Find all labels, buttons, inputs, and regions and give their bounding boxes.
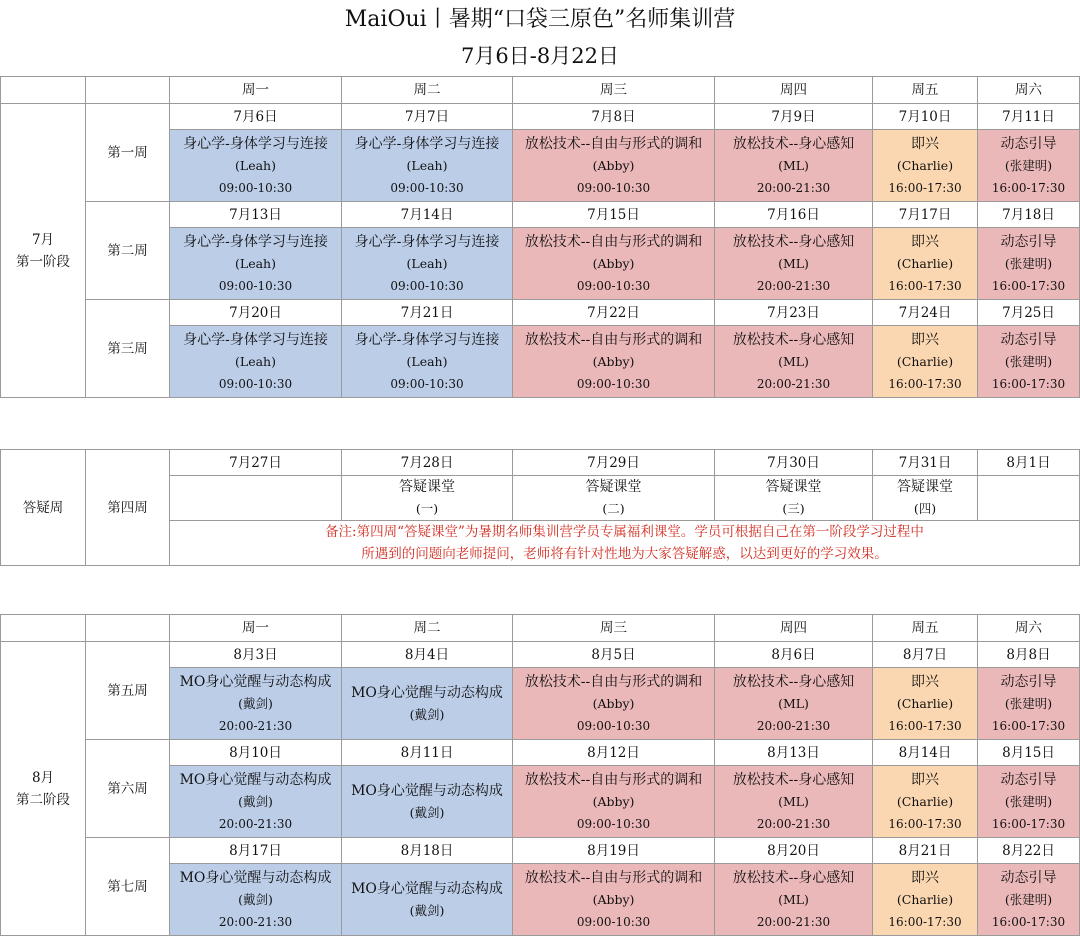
class-name: 身心学-身体学习与连接 xyxy=(354,331,500,348)
date-cell: 7月9日 xyxy=(715,104,873,130)
page-title: MaiOui丨暑期“口袋三原色”名师集训营 xyxy=(344,7,736,32)
weekday-header: 周六 xyxy=(978,615,1080,642)
class-cell xyxy=(715,766,873,838)
class-teacher: (Abby) xyxy=(592,157,635,173)
date-cell: 7月16日 xyxy=(715,202,873,228)
class-name: 放松技术--身心感知 xyxy=(732,869,855,886)
class-name: 即兴 xyxy=(911,331,939,348)
class-cell xyxy=(715,668,873,740)
class-teacher: (Abby) xyxy=(592,793,635,809)
date-cell: 7月30日 xyxy=(715,450,873,476)
weekday-header: 周二 xyxy=(342,77,513,104)
class-teacher: (Charlie) xyxy=(896,353,954,369)
class-teacher: (Leah) xyxy=(406,157,448,173)
class-teacher: (ML) xyxy=(778,255,809,271)
class-teacher: (Charlie) xyxy=(896,695,954,711)
qa-session-name: 答疑课堂 xyxy=(897,479,953,495)
class-name: 放松技术--自由与形式的调和 xyxy=(524,233,703,250)
class-time: 16:00-17:30 xyxy=(888,376,962,391)
class-time: 20:00-21:30 xyxy=(218,914,293,929)
date-cell: 8月1日 xyxy=(978,450,1080,476)
class-cell xyxy=(513,864,715,936)
class-teacher: (Leah) xyxy=(235,353,276,369)
class-name: 放松技术--自由与形式的调和 xyxy=(524,771,703,788)
qa-session-num: (二) xyxy=(602,501,625,516)
date-cell: 8月4日 xyxy=(342,642,513,668)
weekday-header: 周二 xyxy=(342,615,513,642)
date-cell: 8月15日 xyxy=(978,740,1080,766)
class-name: 动态引导 xyxy=(1000,135,1057,152)
class-cell xyxy=(873,228,978,300)
class-time: 20:00-21:30 xyxy=(756,816,831,831)
class-cell xyxy=(873,130,978,202)
date-cell: 7月27日 xyxy=(170,450,342,476)
date-cell: 7月23日 xyxy=(715,300,873,326)
class-name: 动态引导 xyxy=(1000,869,1057,886)
class-cell xyxy=(342,668,513,740)
qa-session-cell xyxy=(342,476,513,521)
qa-session-cell xyxy=(513,476,715,521)
class-cell xyxy=(978,130,1080,202)
date-cell: 8月11日 xyxy=(342,740,513,766)
class-teacher: (Leah) xyxy=(406,255,448,271)
stage-name: 第二阶段 xyxy=(16,791,70,808)
class-time: 20:00-21:30 xyxy=(218,816,293,831)
class-teacher: (张建明) xyxy=(1004,891,1053,907)
qa-session-num: (三) xyxy=(782,501,805,516)
class-cell xyxy=(342,864,513,936)
class-name: 即兴 xyxy=(911,771,939,788)
class-teacher: (ML) xyxy=(778,793,809,809)
class-teacher: (ML) xyxy=(778,353,809,369)
date-cell: 8月12日 xyxy=(513,740,715,766)
class-teacher: (Charlie) xyxy=(896,793,954,809)
class-name: 放松技术--身心感知 xyxy=(732,331,855,348)
class-cell xyxy=(978,326,1080,398)
class-name: 身心学-身体学习与连接 xyxy=(354,233,500,250)
date-cell: 8月18日 xyxy=(342,838,513,864)
date-cell: 7月10日 xyxy=(873,104,978,130)
qa-week-label: 答疑周 xyxy=(1,450,86,566)
qa-session-cell xyxy=(978,476,1080,521)
class-name: 身心学-身体学习与连接 xyxy=(354,135,500,152)
class-name: 即兴 xyxy=(911,673,939,690)
class-time: 16:00-17:30 xyxy=(888,278,962,293)
class-cell xyxy=(715,228,873,300)
class-time: 16:00-17:30 xyxy=(991,914,1066,929)
date-cell: 7月18日 xyxy=(978,202,1080,228)
class-cell xyxy=(342,766,513,838)
class-cell xyxy=(513,326,715,398)
stage-label xyxy=(1,642,86,936)
class-name: 放松技术--身心感知 xyxy=(732,673,855,690)
class-teacher: (Abby) xyxy=(592,255,635,271)
date-cell: 8月14日 xyxy=(873,740,978,766)
class-time: 09:00-10:30 xyxy=(576,914,651,929)
class-cell xyxy=(978,766,1080,838)
class-teacher: (ML) xyxy=(778,891,809,907)
class-time: 16:00-17:30 xyxy=(888,180,962,195)
corner-cell xyxy=(1,615,86,642)
class-time: 20:00-21:30 xyxy=(756,180,831,195)
class-name: 放松技术--自由与形式的调和 xyxy=(524,331,703,348)
class-name: 身心学-身体学习与连接 xyxy=(183,135,328,152)
weekday-header: 周五 xyxy=(873,77,978,104)
class-cell xyxy=(978,864,1080,936)
date-cell: 7月8日 xyxy=(513,104,715,130)
class-time: 16:00-17:30 xyxy=(991,718,1066,733)
stage-month: 7月 xyxy=(31,231,55,248)
class-teacher: (张建明) xyxy=(1004,793,1053,809)
class-name: MO身心觉醒与动态构成 xyxy=(179,771,332,788)
date-cell: 8月22日 xyxy=(978,838,1080,864)
class-name: 动态引导 xyxy=(1000,673,1057,690)
class-teacher: (ML) xyxy=(778,695,809,711)
class-teacher: (Charlie) xyxy=(896,891,954,907)
class-teacher: (张建明) xyxy=(1004,353,1053,369)
class-cell xyxy=(170,864,342,936)
week-name: 第六周 xyxy=(86,740,170,838)
date-cell: 8月7日 xyxy=(873,642,978,668)
class-time: 20:00-21:30 xyxy=(756,278,831,293)
week-name: 第五周 xyxy=(86,642,170,740)
class-time: 20:00-21:30 xyxy=(756,718,831,733)
qa-session-num: (四) xyxy=(913,501,937,516)
class-name: 放松技术--自由与形式的调和 xyxy=(524,869,703,886)
class-name: MO身心觉醒与动态构成 xyxy=(351,782,503,799)
week-name: 第三周 xyxy=(86,300,170,398)
weekday-header: 周一 xyxy=(170,615,342,642)
class-cell xyxy=(513,766,715,838)
class-name: 动态引导 xyxy=(1000,771,1057,788)
stage-month: 8月 xyxy=(31,769,55,786)
class-cell xyxy=(873,864,978,936)
class-cell xyxy=(342,326,513,398)
class-time: 09:00-10:30 xyxy=(576,278,651,293)
class-cell xyxy=(170,668,342,740)
class-teacher: (Charlie) xyxy=(896,255,954,271)
date-cell: 7月29日 xyxy=(513,450,715,476)
class-teacher: (ML) xyxy=(778,157,809,173)
class-teacher: (Charlie) xyxy=(896,157,954,173)
qa-session-name: 答疑课堂 xyxy=(765,479,822,495)
class-teacher: (Leah) xyxy=(406,353,448,369)
qa-session-name: 答疑课堂 xyxy=(399,479,455,495)
date-cell: 7月15日 xyxy=(513,202,715,228)
class-name: 即兴 xyxy=(911,869,939,886)
class-time: 16:00-17:30 xyxy=(888,718,962,733)
date-cell: 8月5日 xyxy=(513,642,715,668)
date-cell: 7月7日 xyxy=(342,104,513,130)
class-teacher: (戴剑) xyxy=(238,695,273,711)
class-name: 即兴 xyxy=(911,233,939,250)
class-teacher: (戴剑) xyxy=(238,793,273,809)
date-cell: 7月31日 xyxy=(873,450,978,476)
class-time: 09:00-10:30 xyxy=(218,180,293,195)
weekday-header: 周三 xyxy=(513,615,715,642)
class-cell xyxy=(715,130,873,202)
weekday-header: 周五 xyxy=(873,615,978,642)
date-cell: 7月21日 xyxy=(342,300,513,326)
class-time: 16:00-17:30 xyxy=(888,914,962,929)
date-cell: 7月11日 xyxy=(978,104,1080,130)
qa-session-cell xyxy=(715,476,873,521)
stage1-table xyxy=(0,76,1080,398)
class-cell xyxy=(513,130,715,202)
class-cell xyxy=(170,228,342,300)
class-name: 放松技术--身心感知 xyxy=(732,135,855,152)
class-name: MO身心觉醒与动态构成 xyxy=(179,869,332,886)
class-teacher: (张建明) xyxy=(1004,695,1053,711)
class-time: 16:00-17:30 xyxy=(991,180,1066,195)
class-cell xyxy=(978,228,1080,300)
class-cell xyxy=(342,130,513,202)
qa-week-table xyxy=(0,449,1080,566)
date-cell: 8月10日 xyxy=(170,740,342,766)
class-cell xyxy=(170,766,342,838)
date-cell: 7月17日 xyxy=(873,202,978,228)
class-cell xyxy=(170,130,342,202)
date-cell: 8月8日 xyxy=(978,642,1080,668)
class-cell xyxy=(715,864,873,936)
class-name: MO身心觉醒与动态构成 xyxy=(179,673,332,690)
class-time: 09:00-10:30 xyxy=(576,718,651,733)
class-name: 放松技术--自由与形式的调和 xyxy=(524,673,703,690)
date-cell: 7月28日 xyxy=(342,450,513,476)
class-name: 放松技术--身心感知 xyxy=(732,771,855,788)
class-name: 放松技术--自由与形式的调和 xyxy=(524,135,703,152)
class-time: 16:00-17:30 xyxy=(888,816,962,831)
class-name: MO身心觉醒与动态构成 xyxy=(351,684,503,701)
class-time: 20:00-21:30 xyxy=(218,718,293,733)
class-teacher: (Abby) xyxy=(592,695,635,711)
class-name: 动态引导 xyxy=(1000,233,1057,250)
class-cell xyxy=(873,326,978,398)
class-time: 16:00-17:30 xyxy=(991,278,1066,293)
class-name: 身心学-身体学习与连接 xyxy=(183,233,328,250)
class-teacher: (戴剑) xyxy=(409,706,445,722)
weekday-header: 周三 xyxy=(513,77,715,104)
corner-cell xyxy=(1,77,86,104)
date-cell: 8月19日 xyxy=(513,838,715,864)
class-time: 20:00-21:30 xyxy=(756,376,831,391)
week-name: 第一周 xyxy=(86,104,170,202)
date-cell: 7月20日 xyxy=(170,300,342,326)
class-teacher: (戴剑) xyxy=(409,902,445,918)
weekday-header: 周一 xyxy=(170,77,342,104)
class-cell xyxy=(513,668,715,740)
qa-note-line1: 备注:第四周“答疑课堂”为暑期名师集训营学员专属福利课堂。学员可根据自己在第一阶段学习过程中 xyxy=(325,524,924,540)
qa-session-name: 答疑课堂 xyxy=(585,479,642,495)
weekday-header: 周四 xyxy=(715,615,873,642)
class-cell xyxy=(873,766,978,838)
class-time: 09:00-10:30 xyxy=(576,376,651,391)
class-time: 09:00-10:30 xyxy=(218,376,293,391)
date-cell: 7月22日 xyxy=(513,300,715,326)
class-teacher: (Leah) xyxy=(235,157,276,173)
class-time: 09:00-10:30 xyxy=(390,376,464,391)
weekday-header: 周六 xyxy=(978,77,1080,104)
class-teacher: (Abby) xyxy=(592,353,635,369)
class-time: 09:00-10:30 xyxy=(390,278,464,293)
stage-name: 第一阶段 xyxy=(16,253,70,270)
class-cell xyxy=(873,668,978,740)
date-cell: 8月13日 xyxy=(715,740,873,766)
class-teacher: (张建明) xyxy=(1004,255,1053,271)
date-cell: 8月17日 xyxy=(170,838,342,864)
week-name: 第四周 xyxy=(86,450,170,566)
class-time: 09:00-10:30 xyxy=(218,278,293,293)
class-time: 16:00-17:30 xyxy=(991,816,1066,831)
class-cell xyxy=(715,326,873,398)
class-name: 放松技术--身心感知 xyxy=(732,233,855,250)
class-time: 09:00-10:30 xyxy=(390,180,464,195)
class-teacher: (Abby) xyxy=(592,891,635,907)
date-cell: 8月6日 xyxy=(715,642,873,668)
class-teacher: (张建明) xyxy=(1004,157,1053,173)
class-name: 身心学-身体学习与连接 xyxy=(183,331,328,348)
corner-cell xyxy=(86,77,170,104)
date-cell: 7月14日 xyxy=(342,202,513,228)
class-cell xyxy=(342,228,513,300)
week-name: 第二周 xyxy=(86,202,170,300)
date-cell: 7月13日 xyxy=(170,202,342,228)
weekday-header: 周四 xyxy=(715,77,873,104)
date-cell: 7月25日 xyxy=(978,300,1080,326)
qa-session-cell xyxy=(873,476,978,521)
class-name: MO身心觉醒与动态构成 xyxy=(351,880,503,897)
class-name: 动态引导 xyxy=(1000,331,1057,348)
class-cell xyxy=(170,326,342,398)
class-time: 09:00-10:30 xyxy=(576,180,651,195)
date-cell: 8月3日 xyxy=(170,642,342,668)
class-cell xyxy=(978,668,1080,740)
qa-session-num: (一) xyxy=(415,501,439,516)
stage2-table xyxy=(0,614,1080,936)
page-subtitle: 7月6日-8月22日 xyxy=(461,44,619,68)
class-time: 16:00-17:30 xyxy=(991,376,1066,391)
class-time: 09:00-10:30 xyxy=(576,816,651,831)
class-time: 20:00-21:30 xyxy=(756,914,831,929)
qa-note xyxy=(170,521,1080,566)
qa-note-line2: 所遇到的问题向老师提问，老师将有针对性地为大家答疑解惑，以达到更好的学习效果。 xyxy=(361,546,888,562)
class-teacher: (Leah) xyxy=(235,255,276,271)
date-cell: 7月24日 xyxy=(873,300,978,326)
class-teacher: (戴剑) xyxy=(409,804,445,820)
date-cell: 8月20日 xyxy=(715,838,873,864)
corner-cell xyxy=(86,615,170,642)
week-name: 第七周 xyxy=(86,838,170,936)
date-cell: 8月21日 xyxy=(873,838,978,864)
date-cell: 7月6日 xyxy=(170,104,342,130)
class-cell xyxy=(513,228,715,300)
class-name: 即兴 xyxy=(911,135,939,152)
stage-label xyxy=(1,104,86,398)
qa-session-cell xyxy=(170,476,342,521)
class-teacher: (戴剑) xyxy=(238,891,273,907)
